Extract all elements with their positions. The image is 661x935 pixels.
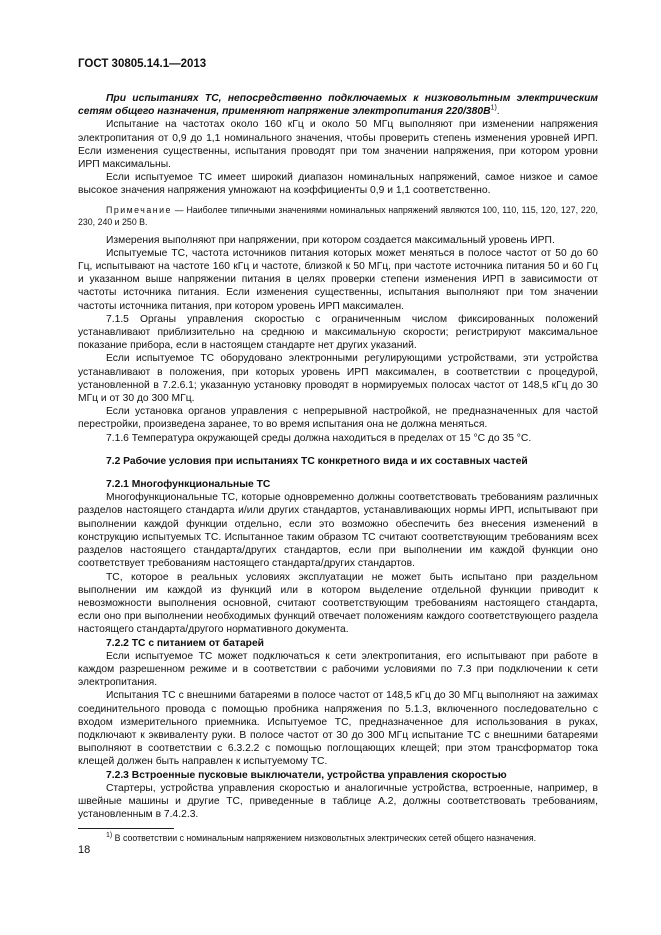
- paragraph: 7.1.6 Температура окружающей среды должна находиться в пределах от 15 °С до 35 °С.: [106, 432, 532, 444]
- paragraph: Если установка органов управления с непрерывной настройкой, не предназначенных для частой перестройки, произведена заранее, то во время испытания она не должна меняться.: [78, 406, 598, 431]
- paragraph: Если испытуемое ТС имеет широкий диапазон номинальных напряжений, самое низкое и самое высокое значения напряжения умножают на коэффициенты 0,9 и 1,1 соответственно.: [78, 172, 598, 197]
- footnote-divider: [78, 828, 174, 829]
- subsection-heading-7-2-1: 7.2.1 Многофункциональные ТС: [106, 479, 271, 491]
- paragraph: Испытуемые ТС, частота источников питания которых может меняться в полосе частот от 50 до 60 Гц, испытывают на частоте 160 кГц и частоте, близкой к 50 МГц, при частоте источника питания 50 и 60 Гц и указанном выше напряжении питания в целях проверки степени изменения ИРП в зависимости от частоты источника питания. Если изменения существенны, испытания выполняют при том значении частоты источника питания, при котором уровень ИРП максимален.: [78, 247, 598, 312]
- subsection-heading-7-2-3: 7.2.3 Встроенные пусковые выключатели, устройства управления скоростью: [106, 769, 507, 781]
- paragraph: Измерения выполняют при напряжении, при котором создается максимальный уровень ИРП.: [106, 234, 555, 246]
- footnote: [78, 832, 598, 844]
- footnote-text: В соответствии с номинальным напряжением низковольтных электрических сетей общего назначения.: [112, 833, 537, 843]
- paragraph-power-supply: [78, 92, 598, 118]
- page-number: 18: [78, 844, 91, 856]
- paragraph: Если испытуемое ТС оборудовано электронными регулирующими устройствами, эти устройства устанавливают в положения, при которых уровень ИРП максимален, в соответствии с процедурой, установленной в 7.2.6.1; указанную установку проводят в нормируемых полосах частот от 148,5 кГц до 30 МГц и от 30 до 300 МГц.: [78, 353, 598, 405]
- paragraph: Стартеры, устройства управления скоростью и аналогичные устройства, встроенные, например, в швейные машины и другие ТС, приведенные в таблице А.2, должны соответствовать требованиям, установленным в 7.4.2.3.: [78, 782, 598, 821]
- note-label: Примечание: [106, 204, 172, 215]
- note-text: — Наиболее типичными значениями номинальных напряжений являются 100, 110, 115, 120, 127, 220, 230, 240 и 250 В.: [78, 204, 598, 227]
- footnote-ref: 1): [490, 104, 497, 112]
- paragraph: ТС, которое в реальных условиях эксплуатации не может быть испытано при раздельном выполнении им каждой из функций или в котором выделение отдельной функции приводит к невозможности выполнения основной, считают соответствующим требованиям настоящего стандарта, если оно при выполнении необходимых функций отвечает положениям каждого соответствующего раздела настоящего стандарта/другого нормативного документа.: [78, 571, 598, 636]
- footnote-marker: 1): [106, 832, 113, 840]
- paragraph: Испытание на частотах около 160 кГц и около 50 МГц выполняют при изменении напряжения электропитания от 0,9 до 1,1 номинального значения, чтобы проверить степень изменения уровней ИРП. Если изменения существенны, испытания проводят при том значении напряжения, при котором уровни ИРП максимальны.: [78, 119, 598, 171]
- note: [78, 204, 598, 228]
- paragraph: Если испытуемое ТС может подключаться к сети электропитания, его испытывают при работе в каждом разрешенном режиме и в соответствии с рабочими условиями по 7.3 при подключении к сети электропитания.: [78, 650, 598, 689]
- subsection-heading-7-2-2: 7.2.2 ТС с питанием от батарей: [106, 637, 265, 649]
- document-body: [78, 92, 598, 821]
- document-code: ГОСТ 30805.14.1—2013: [78, 58, 207, 70]
- section-heading-7-2: 7.2 Рабочие условия при испытаниях ТС конкретного вида и их составных частей: [106, 455, 528, 467]
- paragraph: Испытания ТС с внешними батареями в полосе частот от 148,5 кГц до 30 МГц выполняют на зажимах соединительного провода с помощью пробника напряжения по 5.1.3, включенного последовательно с входом измерительного приемника. Испытуемое ТС, предназначенное для использования в руках, подключают к эквиваленту руки. В полосе частот от 30 до 300 МГц испытание ТС с внешними батареями выполняют в соответствии с 6.3.2.2 с помощью поглощающих клещей; при этом трансформатор тока клещей должен быть направлен к испытуемому ТС.: [78, 690, 598, 768]
- paragraph-end: .: [496, 106, 500, 118]
- paragraph: 7.1.5 Органы управления скоростью с ограниченным числом фиксированных положений устанавливают приблизительно на среднюю и максимальную скорости; регистрируют максимальное показание прибора, если в настоящем стандарте нет других указаний.: [78, 313, 598, 352]
- paragraph-lead: При испытаниях ТС, непосредственно подключаемых к низковольтным электрическим сетям общего назначения, применяют напряжение электропитания 220/380В: [78, 93, 598, 118]
- paragraph: Многофункциональные ТС, которые одновременно должны соответствовать требованиям различных разделов настоящего стандарта и/или других стандартов, устанавливающих нормы ИРП, испытывают при выполнении каждой функции отдельно, если это возможно обеспечить без внесения изменений в конструкцию испытуемых ТС. Испытанное таким образом ТС считают соответствующим требованиям всех разделов настоящего стандарта/других стандартов, если при выполнении им каждой функции оно соответствует требованиям настоящего стандарта/других стандартов.: [78, 492, 598, 570]
